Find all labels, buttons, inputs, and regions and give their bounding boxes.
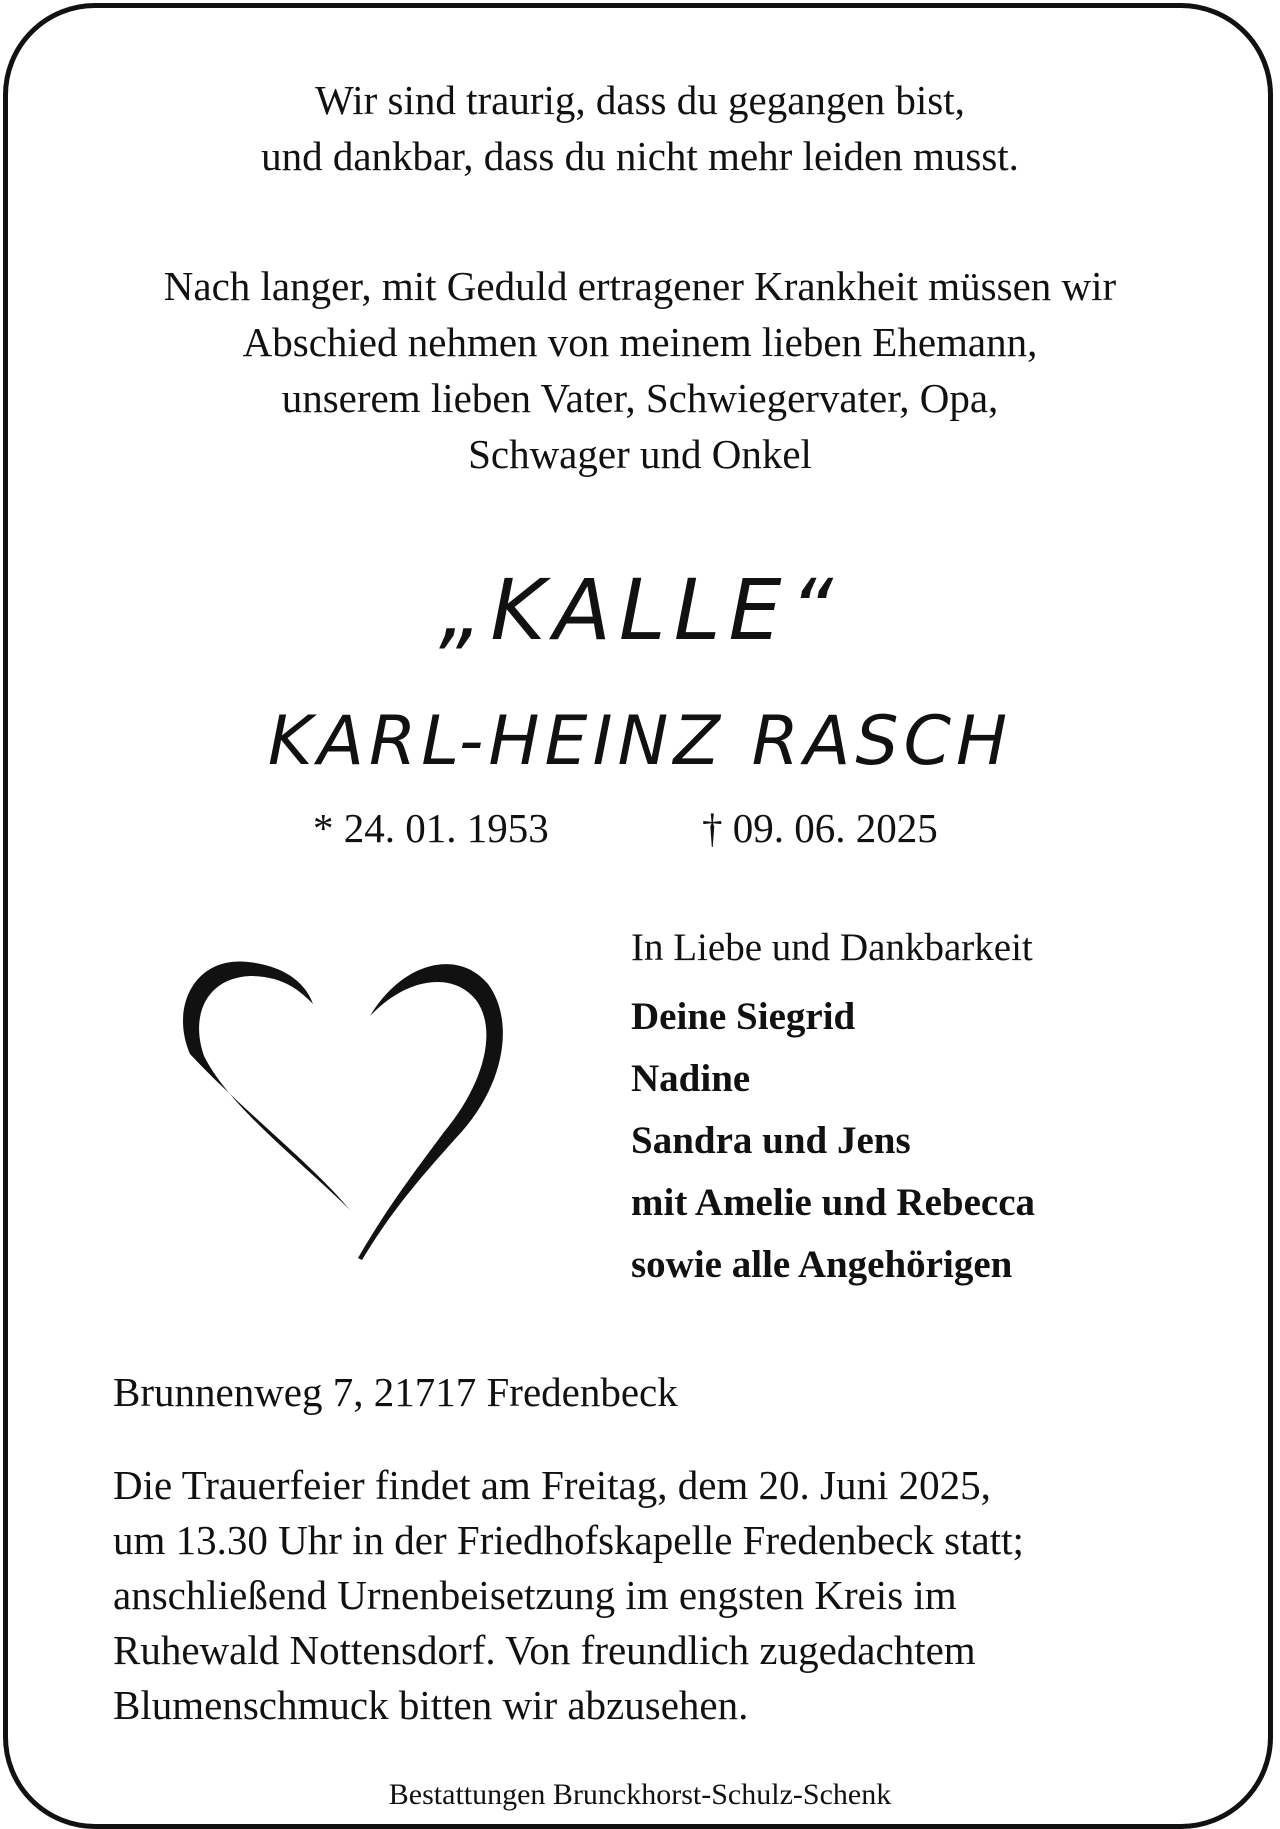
mourner-name: Nadine xyxy=(631,1057,751,1100)
verse-line: und dankbar, dass du nicht mehr leiden musst. xyxy=(261,133,1019,179)
verse-line: Wir sind traurig, dass du gegangen bist, xyxy=(315,77,965,123)
intro-line: Abschied nehmen von meinem lieben Ehemann, xyxy=(242,319,1038,365)
mourner-name: Sandra und Jens xyxy=(631,1119,911,1162)
mourners xyxy=(631,920,1035,1296)
mourners-lead: In Liebe und Dankbarkeit xyxy=(631,926,1033,969)
intro-line: unserem lieben Vater, Schwiegervater, Opa, xyxy=(281,375,999,421)
birth-date: * 24. 01. 1953 xyxy=(313,805,549,851)
ceremony-line: anschließend Urnenbeisetzung im engsten Kreis im xyxy=(113,1572,957,1618)
address: Brunnenweg 7, 21717 Fredenbeck xyxy=(113,1369,678,1415)
deceased-nickname: „KALLE“ xyxy=(438,561,842,659)
ceremony-line: Ruhewald Nottensdorf. Von freundlich zugedachtem xyxy=(113,1627,976,1673)
funeral-home: Bestattungen Brunckhorst-Schulz-Schenk xyxy=(388,1778,892,1811)
ceremony-details xyxy=(113,1458,1024,1733)
verse xyxy=(0,72,1280,184)
intro-line: Nach langer, mit Geduld ertragener Krankheit müssen wir xyxy=(163,263,1117,309)
intro-line: Schwager und Onkel xyxy=(468,431,812,477)
mourner-name: mit Amelie und Rebecca xyxy=(631,1181,1036,1224)
ceremony-line: um 13.30 Uhr in der Friedhofskapelle Fredenbeck statt; xyxy=(113,1517,1024,1563)
intro-text xyxy=(0,258,1280,482)
heart-icon xyxy=(182,948,512,1278)
mourner-name: sowie alle Angehörigen xyxy=(631,1243,1013,1286)
ceremony-line: Die Trauerfeier findet am Freitag, dem 20. Juni 2025, xyxy=(113,1462,991,1508)
death-date: † 09. 06. 2025 xyxy=(702,805,938,851)
deceased-full-name: KARL-HEINZ RASCH xyxy=(267,702,1013,781)
mourner-name: Deine Siegrid xyxy=(631,995,856,1038)
ceremony-line: Blumenschmuck bitten wir abzusehen. xyxy=(113,1682,749,1728)
